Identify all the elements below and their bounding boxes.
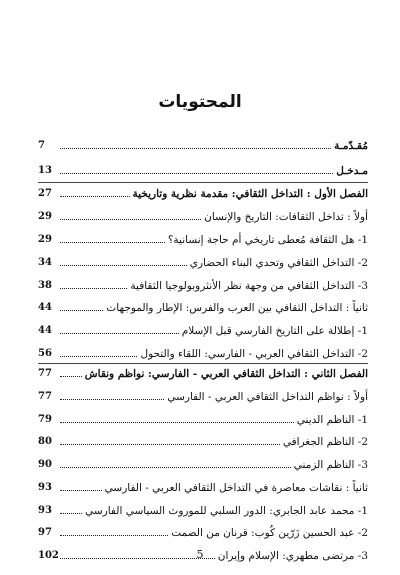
dot-leader [60,444,280,445]
dot-leader [60,219,201,220]
dot-leader [60,513,82,514]
toc-entry-title: 3- الناظم الزمني [293,459,368,471]
toc-page-number: 80 [38,436,52,447]
dot-leader [60,376,82,377]
toc-entry-title: 2- التداخل الثقافي وتحدي البناء الحضاري [189,257,368,269]
toc-page-number: 27 [38,188,52,199]
toc-page-number: 97 [38,527,52,538]
toc-entry[interactable] [38,457,368,471]
toc-entry-title: 3- التداخل الثقافي من وجهة نظر الأنثروبولوجيا الثقافية [130,280,368,292]
toc-page-number: 34 [38,257,52,268]
toc-entry[interactable] [38,346,368,360]
divider-line [38,182,368,183]
toc-entry[interactable] [38,300,368,314]
toc-page-number: 93 [38,505,52,516]
toc-entry-title: مُقـدّمـة [334,140,368,152]
toc-entry-title: مـدخـل [336,165,368,177]
toc-entry-title: 1- هل الثقافة مُعطى تاريخي أم حاجة إنسانية؟ [167,234,368,246]
toc-entry[interactable] [38,480,368,494]
toc-page-number: 77 [38,368,52,379]
dot-leader [60,333,179,334]
toc-page-number: 77 [38,391,52,402]
toc-page-number: 7 [38,140,45,151]
divider-line [38,363,368,364]
toc-page-number: 38 [38,280,52,291]
dot-leader [60,265,187,266]
toc-entry-title: الفصل الأول : التداخل الثقافي: مقدمة نظرية وتاريخية [132,188,368,200]
dot-leader [60,242,165,243]
toc-entry-title: 2- الناظم الجغرافي [282,436,368,448]
page-title: المحتويات [158,92,242,112]
toc-entry[interactable] [38,366,368,380]
toc-entry[interactable] [38,232,368,246]
dot-leader [60,310,103,311]
toc-page-number: 44 [38,302,52,313]
toc-entry[interactable] [38,186,368,200]
toc-entry[interactable] [38,412,368,426]
toc-entry[interactable] [38,163,368,177]
toc-page-number: 29 [38,211,52,222]
dot-leader [60,467,291,468]
dot-leader [60,356,137,357]
toc-entry-title: 1- محمد عابد الجابري: الدور السلبي للموروث السياسي الفارسي [85,505,368,517]
dot-leader [60,148,331,149]
toc-entry[interactable] [38,278,368,292]
toc-entry[interactable] [38,503,368,517]
toc-entry-title: ثانياً : نقاشات معاصرة في التداخل الثقافي العربي - الفارسي [104,482,368,494]
dot-leader [60,535,168,536]
toc-page-number: 79 [38,414,52,425]
toc-entry-title: أولاً : نواظم التداخل الثقافي العربي - الفارسي [167,391,368,403]
toc-page-number: 29 [38,234,52,245]
toc-entry[interactable] [38,209,368,223]
toc-entry[interactable] [38,434,368,448]
toc-entry[interactable] [38,255,368,269]
dot-leader [60,173,333,174]
toc-entry-title: أولاً : تداخل الثقافات: التاريخ والإنسان [204,211,368,223]
toc-entry[interactable] [38,323,368,337]
dot-leader [60,399,164,400]
dot-leader [60,490,102,491]
toc-entry[interactable] [38,138,368,152]
dot-leader [60,288,127,289]
toc-page-number: 93 [38,482,52,493]
toc-entry-title: الفصل الثاني : التداخل الثقافي العربي - الفارسي: نواظم ونقاش [84,368,368,380]
toc-entry-title: 1- إطلالة على التاريخ الفارسي قبل الإسلام [181,325,368,337]
toc-entry-title: ثانياً : التداخل الثقافي بين العرب والفرس: الإطار والموجهات [106,302,368,314]
toc-entry-title: 2- عبد الحسين زَرّين كُوب: قرنان من الصمت [171,527,368,539]
toc-page-number: 44 [38,325,52,336]
dot-leader [60,422,294,423]
toc-page-number: 56 [38,348,52,359]
toc-page-number: 90 [38,459,52,470]
toc-page-number: 13 [38,165,52,176]
toc-entry-title: 2- التداخل الثقافي العربي - الفارسي: اللقاء والتحول [140,348,368,360]
toc-entry[interactable] [38,525,368,539]
dot-leader [60,196,130,197]
toc-page-number: 102 [38,550,59,561]
toc-entry-title: 1- الناظم الديني [296,414,368,426]
toc-entry[interactable] [38,389,368,403]
toc-entry-title: 3- مرتضى مطهري: الإسلام وإيران [217,550,368,562]
page-number: 5 [196,548,204,561]
